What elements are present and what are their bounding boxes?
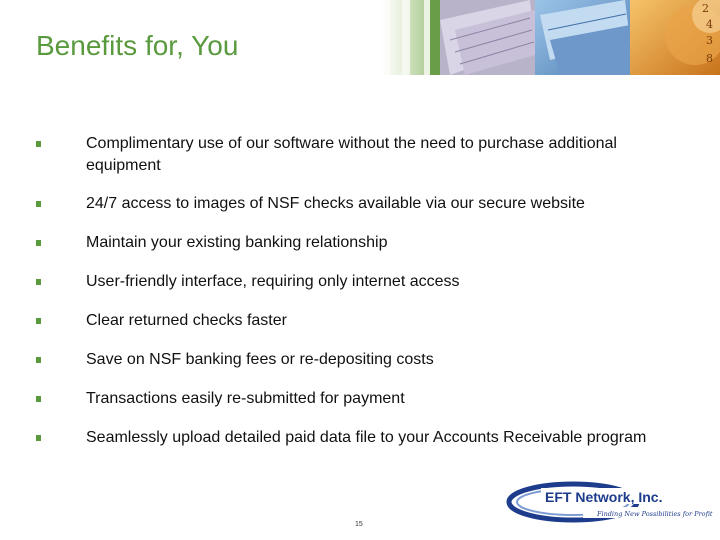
list-item	[36, 427, 696, 449]
eft-network-logo	[505, 478, 713, 526]
svg-text:EFT Network, Inc.: EFT Network, Inc.	[545, 489, 663, 505]
list-item-text: Clear returned checks faster	[86, 312, 287, 329]
header-band	[0, 0, 720, 75]
square-bullet-icon	[36, 279, 41, 285]
list-item-text: Seamlessly upload detailed paid data file to your Accounts Receivable program	[86, 429, 647, 446]
square-bullet-icon	[36, 141, 41, 147]
list-item	[36, 133, 696, 177]
page-number: 15	[355, 521, 363, 528]
svg-text:Finding New Possibilities for: Finding New Possibilities for Profit	[597, 510, 713, 518]
header-photo-strip	[380, 0, 720, 75]
list-item-text: Transactions easily re-submitted for payment	[86, 390, 405, 407]
list-item-text: 24/7 access to images of NSF checks available via our secure website	[86, 195, 585, 212]
square-bullet-icon	[36, 435, 41, 441]
square-bullet-icon	[36, 396, 41, 402]
list-item	[36, 232, 696, 254]
slide-title: Benefits for, You	[36, 30, 239, 61]
list-item	[36, 271, 696, 293]
list-item-text: User-friendly interface, requiring only internet access	[86, 273, 460, 290]
list-item-text: Complimentary use of our software without the need to purchase additional equipment	[86, 135, 617, 174]
square-bullet-icon	[36, 240, 41, 246]
list-item	[36, 193, 696, 215]
list-item	[36, 310, 696, 332]
square-bullet-icon	[36, 357, 41, 363]
benefits-list	[36, 133, 696, 449]
list-item-text: Save on NSF banking fees or re-depositing costs	[86, 351, 434, 368]
square-bullet-icon	[36, 201, 41, 207]
list-item	[36, 388, 696, 410]
list-item-text: Maintain your existing banking relationship	[86, 234, 388, 251]
square-bullet-icon	[36, 318, 41, 324]
list-item	[36, 349, 696, 371]
